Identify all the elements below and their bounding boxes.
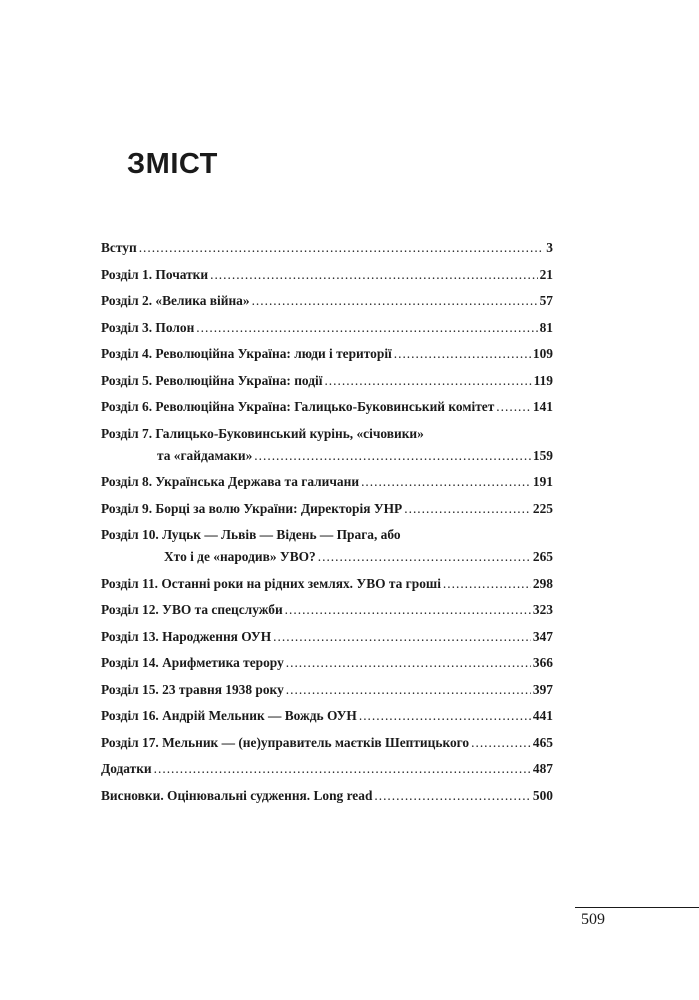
table-of-contents [101, 240, 553, 804]
toc-page-number: 159 [532, 447, 553, 463]
toc-entry-title: Розділ 15. 23 травня 1938 року [101, 681, 284, 697]
toc-dot-leader [210, 267, 538, 283]
toc-entry-title: Розділ 7. Галицько-Буковинський курінь, «січовики» [101, 425, 424, 441]
toc-entry [101, 399, 553, 415]
toc-entry [101, 426, 553, 464]
toc-entry [101, 655, 553, 671]
toc-dot-leader [318, 549, 531, 565]
toc-entry-title: Розділ 16. Андрій Мельник — Вождь ОУН [101, 708, 357, 723]
toc-entry-title: Розділ 10. Луцьк — Львів — Відень — Прага, або [101, 527, 401, 542]
toc-entry [101, 735, 553, 751]
toc-page-number: 57 [539, 293, 553, 308]
toc-dot-leader [496, 399, 531, 415]
toc-entry-title: Розділ 2. «Велика війна» [101, 293, 250, 308]
page-number: 509 [581, 911, 605, 928]
toc-dot-leader [273, 629, 531, 645]
toc-entry-title: Розділ 8. Українська Держава та галичани [101, 474, 360, 489]
toc-dot-leader [252, 293, 538, 309]
toc-page-number: 323 [532, 602, 553, 617]
toc-page-number: 441 [532, 708, 553, 723]
toc-entry [101, 708, 553, 724]
toc-page-number: 21 [539, 266, 553, 282]
toc-entry-title: Розділ 3. Полон [101, 319, 195, 335]
toc-entry [101, 629, 553, 645]
toc-entry-title: Розділ 12. УВО та спецслужби [101, 602, 283, 617]
toc-entry [101, 240, 553, 256]
toc-entry-title: Хто і де «народив» УВО? [164, 549, 316, 564]
toc-entry [101, 602, 553, 618]
toc-entry-title: Розділ 11. Останні роки на рідних землях. УВО та гроші [101, 575, 441, 591]
toc-page-number: 366 [532, 655, 553, 670]
toc-entry-title: Розділ 17. Мельник — (не)управитель маєтків Шептицького [101, 734, 470, 750]
toc-page-number: 141 [532, 399, 553, 414]
footer-rule [575, 907, 699, 908]
toc-entry [101, 527, 553, 565]
toc-page-number: 191 [532, 474, 553, 489]
toc-entry-title: Розділ 4. Революційна Україна: люди і території [101, 346, 392, 361]
toc-entry-title: Розділ 14. Арифметика терору [101, 655, 284, 670]
toc-dot-leader [361, 474, 531, 490]
toc-entry [101, 682, 553, 698]
toc-entry [101, 293, 553, 309]
toc-dot-leader [374, 788, 531, 804]
toc-entry-title: Розділ 6. Революційна Україна: Галицько-Буковинський комітет [101, 399, 495, 414]
toc-entry-title: Розділ 5. Революційна Україна: події [101, 372, 323, 388]
toc-page-number: 487 [532, 761, 553, 776]
toc-entry [101, 761, 553, 777]
toc-dot-leader [324, 373, 531, 389]
toc-dot-leader [286, 682, 531, 698]
toc-dot-leader [285, 602, 531, 618]
toc-page-number: 119 [533, 372, 553, 388]
toc-page-number: 81 [539, 319, 553, 335]
toc-entry-title: Висновки. Оцінювальні судження. Long read [101, 787, 373, 803]
toc-entry-title: та «гайдамаки» [157, 447, 253, 463]
toc-page-number: 465 [532, 734, 553, 750]
toc-dot-leader [286, 655, 531, 671]
toc-entry-title: Розділ 13. Народження ОУН [101, 628, 272, 644]
toc-dot-leader [154, 761, 531, 777]
toc-dot-leader [404, 501, 531, 517]
toc-page-number: 3 [546, 240, 553, 255]
toc-page-number: 397 [532, 681, 553, 697]
toc-page-number: 298 [532, 575, 553, 591]
toc-page-number: 265 [532, 549, 553, 564]
toc-entry-title: Вступ [101, 240, 137, 255]
toc-page-number: 347 [532, 628, 553, 644]
toc-entry [101, 576, 553, 592]
toc-page-number: 500 [532, 787, 553, 803]
toc-entry [101, 267, 553, 283]
toc-entry-title: Розділ 9. Борці за волю України: Директорія УНР [101, 500, 403, 516]
page-title: ЗМІСТ [127, 148, 218, 180]
toc-dot-leader [394, 346, 531, 362]
toc-dot-leader [471, 735, 531, 751]
toc-dot-leader [359, 708, 531, 724]
toc-dot-leader [443, 576, 531, 592]
toc-dot-leader [196, 320, 537, 336]
toc-entry-title: Розділ 1. Початки [101, 266, 209, 282]
toc-entry [101, 346, 553, 362]
toc-entry-title: Додатки [101, 761, 152, 776]
toc-entry [101, 788, 553, 804]
toc-entry [101, 373, 553, 389]
toc-entry [101, 501, 553, 517]
toc-page-number: 225 [532, 500, 553, 516]
toc-entry [101, 320, 553, 336]
toc-dot-leader [254, 448, 531, 464]
toc-entry [101, 474, 553, 490]
toc-dot-leader [139, 240, 545, 256]
toc-page-number: 109 [532, 346, 553, 361]
